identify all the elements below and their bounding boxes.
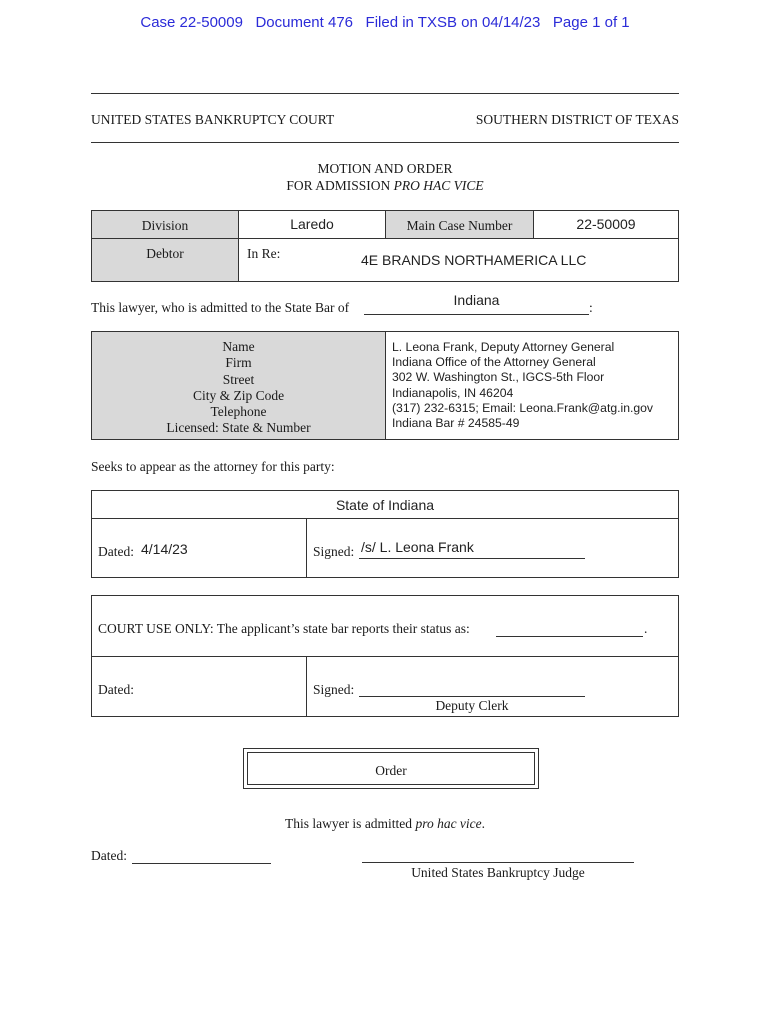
in-re-label: In Re: bbox=[247, 246, 281, 261]
party-intro: Seeks to appear as the attorney for this party: bbox=[91, 459, 335, 474]
court-use-status-field[interactable] bbox=[496, 620, 643, 637]
division-label-cell bbox=[92, 211, 239, 239]
party-name-cell bbox=[92, 491, 678, 519]
state-bar-field[interactable] bbox=[364, 292, 589, 315]
doc-title-line2 bbox=[0, 178, 770, 194]
doc-title-prefix: FOR ADMISSION bbox=[286, 178, 394, 193]
stamp-filed: Filed in TXSB on 04/14/23 bbox=[365, 14, 541, 31]
party-signed-value: /s/ L. Leona Frank bbox=[361, 539, 474, 555]
admitted-statement bbox=[0, 816, 770, 832]
lawyer-info-table bbox=[91, 331, 679, 440]
court-use-signed-label: Signed: bbox=[313, 682, 355, 697]
label-name: Name bbox=[222, 339, 255, 354]
clerk-title: Deputy Clerk bbox=[435, 698, 509, 713]
value-city-zip: Indianapolis, IN 46204 bbox=[392, 385, 514, 400]
party-signed-cell bbox=[307, 519, 678, 577]
state-bar-suffix: : bbox=[589, 300, 593, 315]
party-table bbox=[91, 490, 679, 578]
top-rule bbox=[91, 93, 679, 94]
order-heading: Order bbox=[375, 763, 407, 778]
division-value-cell bbox=[239, 211, 386, 239]
label-street: Street bbox=[222, 371, 255, 387]
order-dated-label: Dated: bbox=[91, 848, 127, 863]
second-rule bbox=[91, 142, 679, 143]
order-heading-outer bbox=[243, 748, 539, 789]
case-number-label: Main Case Number bbox=[406, 218, 513, 233]
lawyer-labels bbox=[92, 332, 385, 437]
court-use-text: COURT USE ONLY: The applicant’s state bar reports their status as: bbox=[98, 621, 470, 636]
lawyer-labels-cell bbox=[92, 332, 386, 439]
division-value: Laredo bbox=[290, 216, 334, 232]
lawyer-values-cell bbox=[386, 332, 678, 439]
clerk-signature-field[interactable] bbox=[359, 680, 585, 697]
label-licensed: Licensed: State & Number bbox=[166, 420, 311, 436]
label-telephone: Telephone bbox=[210, 404, 267, 420]
judge-title: United States Bankruptcy Judge bbox=[411, 865, 585, 880]
order-heading-inner bbox=[247, 752, 535, 785]
case-number-value-cell bbox=[534, 211, 678, 239]
court-use-signed-cell bbox=[307, 657, 678, 716]
filing-stamp bbox=[0, 14, 770, 31]
stamp-page: Page 1 of 1 bbox=[552, 14, 630, 31]
party-dated-value: 4/14/23 bbox=[141, 541, 188, 557]
case-number-label-cell bbox=[386, 211, 534, 239]
state-bar-value: Indiana bbox=[453, 292, 500, 308]
case-number-value: 22-50009 bbox=[576, 216, 636, 232]
doc-title-italic: PRO HAC VICE bbox=[393, 178, 484, 193]
court-use-dated-label: Dated: bbox=[98, 682, 134, 697]
stamp-case: Case 22-50009 bbox=[140, 14, 243, 31]
doc-title-line1: MOTION AND ORDER bbox=[317, 161, 453, 176]
court-name: UNITED STATES BANKRUPTCY COURT bbox=[91, 112, 335, 127]
label-firm: Firm bbox=[225, 355, 252, 371]
party-dated-label: Dated: bbox=[98, 544, 134, 559]
value-street: 302 W. Washington St., IGCS-5th Floor bbox=[392, 370, 605, 385]
value-telephone: (317) 232-6315; Email: Leona.Frank@atg.in.gov bbox=[392, 400, 654, 415]
debtor-value-cell bbox=[239, 239, 678, 281]
court-use-status-cell bbox=[92, 596, 678, 657]
lawyer-values bbox=[386, 332, 678, 431]
value-licensed: Indiana Bar # 24585-49 bbox=[392, 416, 520, 431]
court-use-period: . bbox=[644, 621, 648, 636]
state-bar-prefix: This lawyer, who is admitted to the State Bar of bbox=[91, 300, 350, 315]
court-district: SOUTHERN DISTRICT OF TEXAS bbox=[475, 112, 679, 127]
party-signature-field[interactable] bbox=[359, 539, 585, 559]
order-dated-field[interactable] bbox=[132, 847, 271, 864]
admitted-suffix: . bbox=[481, 816, 486, 831]
debtor-value: 4E BRANDS NORTHAMERICA LLC bbox=[361, 252, 587, 268]
value-name: L. Leona Frank, Deputy Attorney General bbox=[392, 340, 615, 354]
court-use-table bbox=[91, 595, 679, 717]
court-use-dated-cell bbox=[92, 657, 307, 716]
debtor-label: Debtor bbox=[146, 246, 184, 261]
stamp-document: Document 476 bbox=[255, 14, 354, 31]
admitted-prefix: This lawyer is admitted bbox=[284, 816, 416, 831]
value-firm: Indiana Office of the Attorney General bbox=[392, 355, 596, 370]
party-signed-label: Signed: bbox=[313, 544, 355, 559]
admitted-italic: pro hac vice bbox=[415, 816, 482, 831]
case-table bbox=[91, 210, 679, 282]
judge-signature-field[interactable] bbox=[362, 846, 634, 863]
party-dated-cell bbox=[92, 519, 307, 577]
label-city-zip: City & Zip Code bbox=[192, 387, 285, 403]
debtor-label-cell bbox=[92, 239, 239, 281]
party-name: State of Indiana bbox=[335, 497, 435, 513]
division-label: Division bbox=[141, 218, 189, 233]
